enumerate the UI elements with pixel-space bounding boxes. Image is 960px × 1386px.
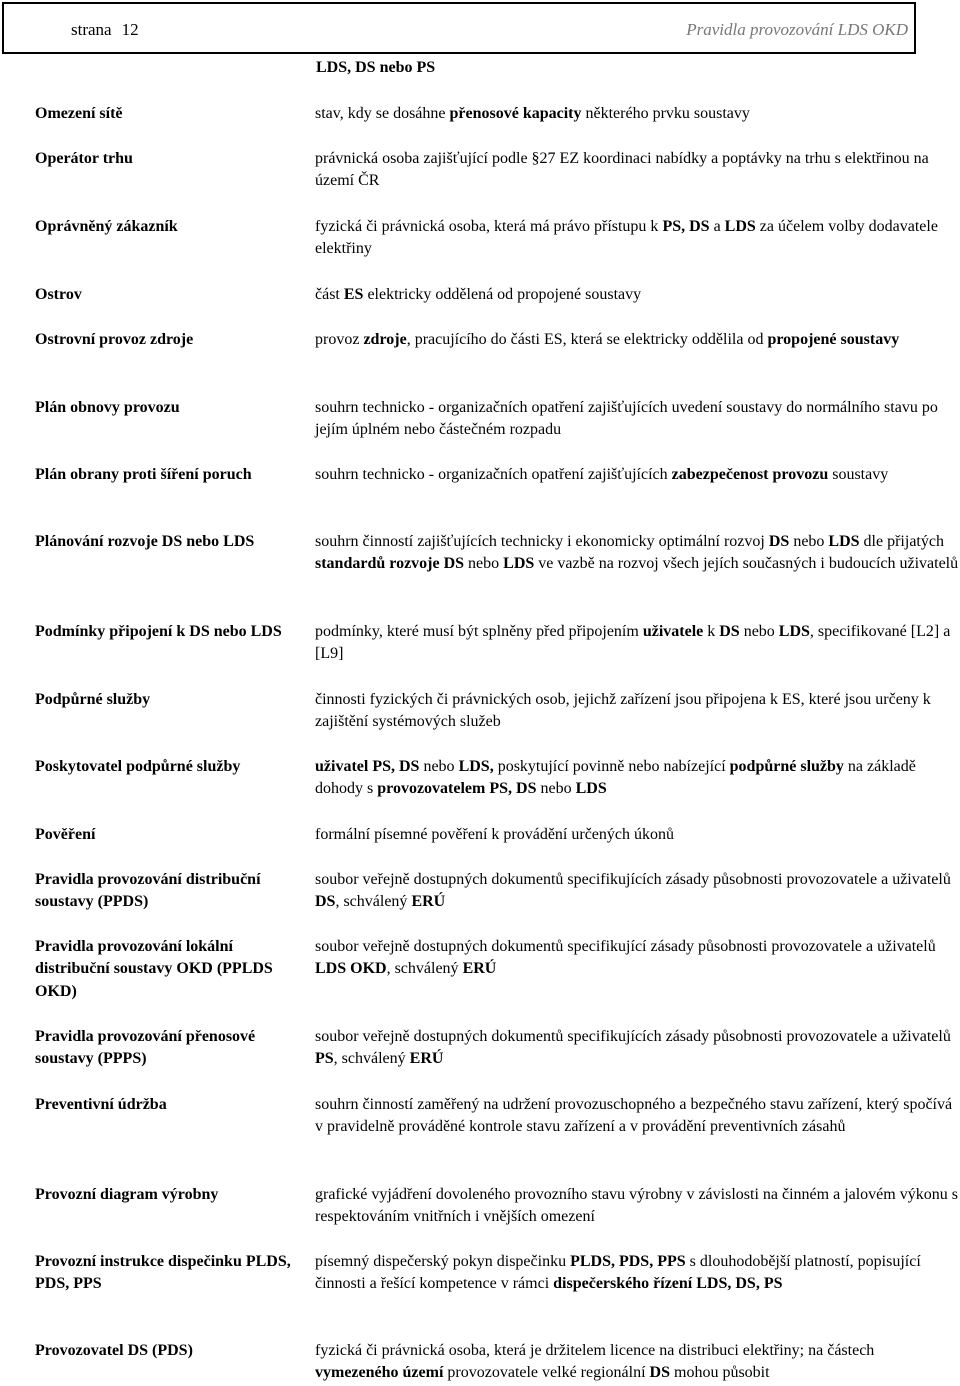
glossary-term: Pravidla provozování lokální distribuční soustavy OKD (PPLDS OKD) (35, 938, 273, 1000)
glossary-definition: grafické vyjádření dovoleného provozního stavu výrobny v závislosti na činném a jalovém výkonu s respektováním vnitřních i vnějších omezení (315, 1186, 958, 1226)
glossary-term: Podpůrné služby (35, 691, 151, 708)
glossary-definition: souhrn technicko - organizačních opatření zajišťujících zabezpečenost provozu soustavy (315, 466, 889, 483)
glossary-definition: fyzická či právnická osoba, která je držitelem licence na distribuci elektřiny; na částech vymezeného území provozovatele velké regionální DS mohou působit (315, 1342, 875, 1382)
glossary-definition: uživatel PS, DS nebo LDS, poskytující povinně nebo nabízející podpůrné služby na základě dohody s provozovatelem PS, DS nebo LDS (315, 758, 916, 798)
glossary-definition: část ES elektricky oddělená od propojené soustavy (315, 286, 642, 303)
glossary-term: Pravidla provozování přenosové soustavy (PPPS) (35, 1028, 256, 1068)
glossary-term: Preventivní údržba (35, 1096, 167, 1113)
page-label-text: strana (71, 20, 112, 39)
glossary-term: Provozní diagram výrobny (35, 1186, 219, 1203)
glossary-term: Operátor trhu (35, 150, 133, 167)
glossary-term: Pověření (35, 826, 96, 843)
glossary-term: Oprávněný zákazník (35, 218, 178, 235)
glossary-term: Ostrovní provoz zdroje (35, 331, 194, 348)
page-label (71, 20, 139, 40)
glossary-definition: souhrn činností zajišťujících technicky i ekonomicky optimální rozvoj DS nebo LDS dle přijatých standardů rozvoje DS nebo LDS ve vazbě na rozvoj všech jejích současných i budoucích uživatelů (315, 533, 959, 573)
glossary-definition: formální písemné pověření k provádění určených úkonů (315, 826, 674, 843)
glossary-definition: soubor veřejně dostupných dokumentů specifikující zásady působnosti provozovatele a uživatelů LDS OKD, schválený ERÚ (315, 938, 936, 978)
glossary-definition: fyzická či právnická osoba, která má právo přístupu k PS, DS a LDS za účelem volby dodavatele elektřiny (315, 218, 938, 258)
glossary-term: Podmínky připojení k DS nebo LDS (35, 623, 282, 640)
document-title: Pravidla provozování LDS OKD (686, 20, 908, 39)
glossary-definition: souhrn technicko - organizačních opatření zajišťujících uvedení soustavy do normálního stavu po jejím úplném nebo částečném rozpadu (315, 399, 938, 439)
glossary-definition: soubor veřejně dostupných dokumentů specifikujících zásady působnosti provozovatele a uživatelů DS, schválený ERÚ (315, 871, 951, 911)
glossary-definition: podmínky, které musí být splněny před připojením uživatele k DS nebo LDS, specifikované [L2] a [L9] (315, 623, 951, 663)
glossary-definition: souhrn činností zaměřený na udržení provozuschopného a bezpečného stavu zařízení, který spočívá v pravidelně prováděné kontrole stavu zařízení a v provádění preventivních zásahů (315, 1096, 953, 1136)
glossary-term: Poskytovatel podpůrné služby (35, 758, 241, 775)
glossary-term: Plán obrany proti šíření poruch (35, 466, 252, 483)
glossary-term: Pravidla provozování distribuční soustavy (PPDS) (35, 871, 261, 911)
glossary-term: Plán obnovy provozu (35, 399, 180, 416)
continuation-text: LDS, DS nebo PS (316, 59, 436, 76)
page-header (2, 2, 916, 54)
glossary-definition: právnická osoba zajišťující podle §27 EZ koordinaci nabídky a poptávky na trhu s elektřinou na území ČR (315, 150, 929, 190)
glossary-term: Plánování rozvoje DS nebo LDS (35, 533, 255, 550)
glossary-term: Ostrov (35, 286, 82, 303)
glossary-definition: provoz zdroje, pracujícího do části ES, která se elektricky oddělila od propojené soustavy (315, 331, 900, 348)
page-number: 12 (121, 20, 139, 39)
glossary-definition: písemný dispečerský pokyn dispečinku PLDS, PDS, PPS s dlouhodobější platností, popisující činnosti a řešící kompetence v rámci dispečerského řízení LDS, DS, PS (315, 1253, 921, 1293)
glossary-term: Provozní instrukce dispečinku PLDS, PDS, PPS (35, 1253, 291, 1293)
glossary-definition: soubor veřejně dostupných dokumentů specifikujících zásady působnosti provozovatele a uživatelů PS, schválený ERÚ (315, 1028, 951, 1068)
glossary-term: Omezení sítě (35, 105, 123, 122)
glossary-definition: činnosti fyzických či právnických osob, jejichž zařízení jsou připojena k ES, které jsou určeny k zajištění systémových služeb (315, 691, 931, 731)
glossary-term: Provozovatel DS (PDS) (35, 1342, 193, 1359)
glossary-definition: stav, kdy se dosáhne přenosové kapacity některého prvku soustavy (315, 105, 750, 122)
